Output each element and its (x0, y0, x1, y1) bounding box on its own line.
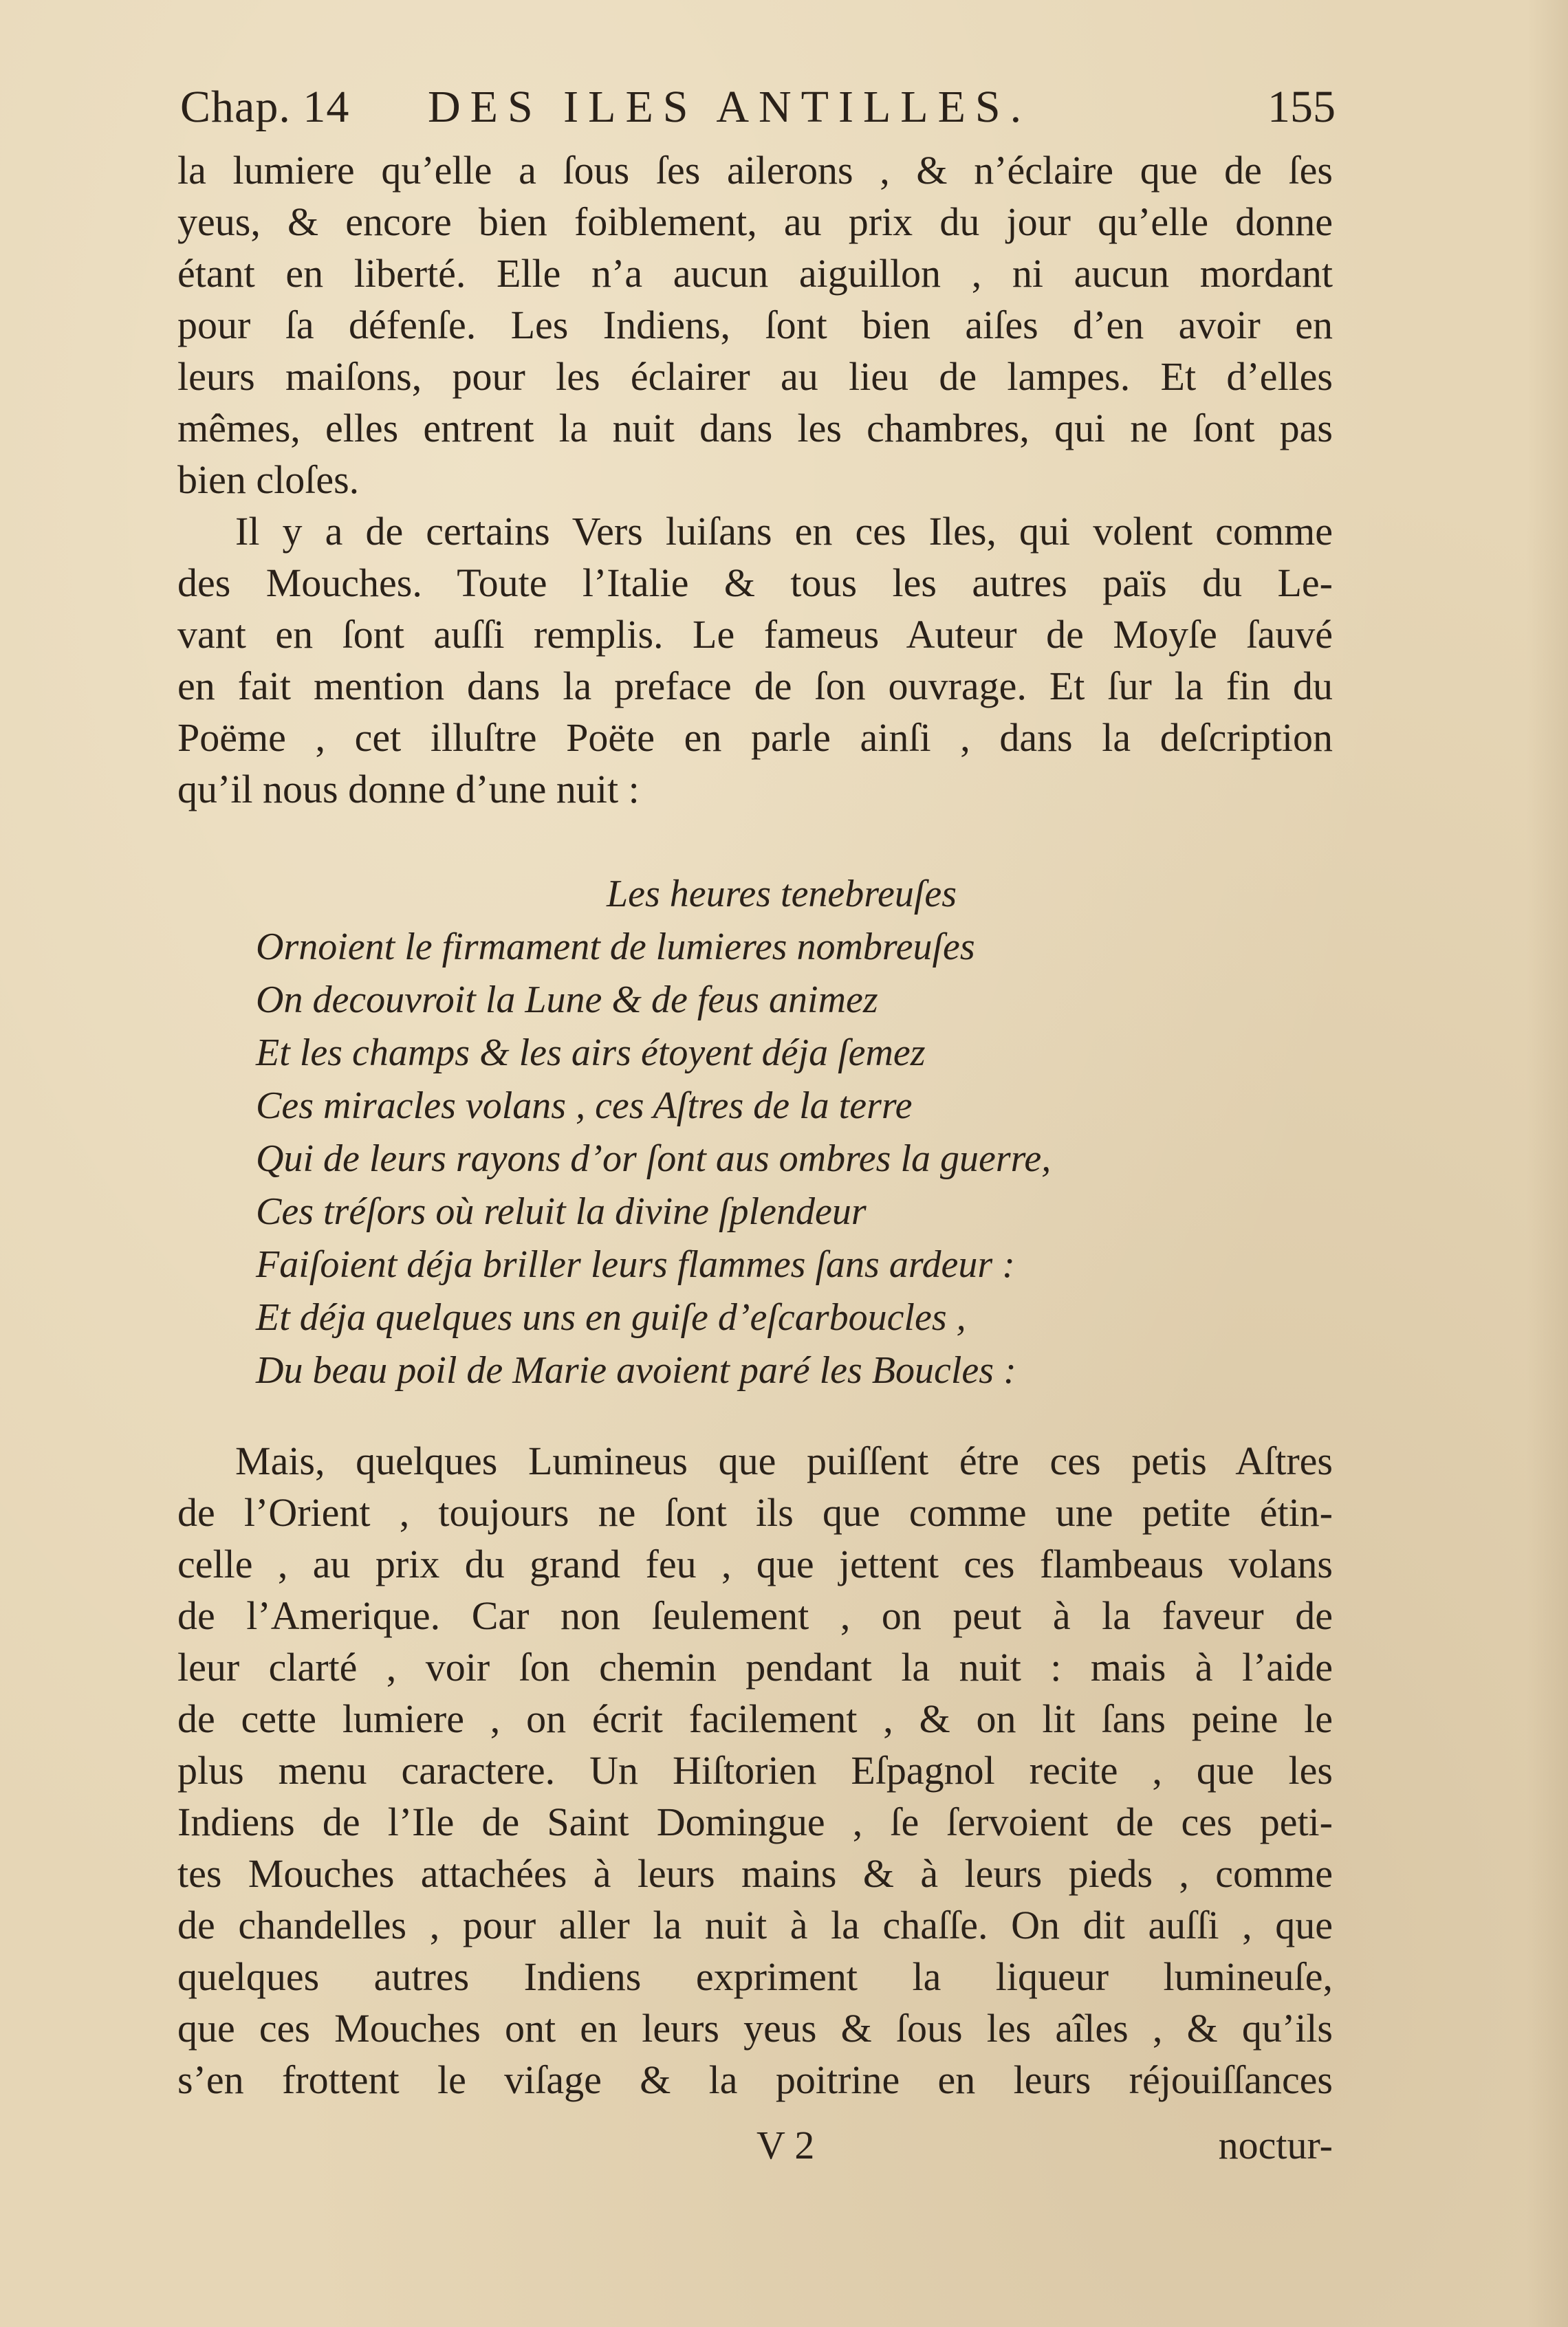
text-line: de chandelles , pour aller la nuit à la chaſſe. On dit auſſi , que (177, 1903, 1333, 1947)
text-line: quelques autres Indiens expriment la liqueur lumineuſe, (177, 1954, 1333, 1999)
text-line: celle , au prix du grand feu , que jettent ces flambeaus volans (177, 1542, 1333, 1586)
verse-line: Ornoient le firmament de lumieres nombreuſes (256, 926, 975, 968)
text-line: de cette lumiere , on écrit facilement , & on lit ſans peine le (177, 1696, 1333, 1741)
page-edge-shadow (1527, 0, 1568, 2327)
running-head (180, 73, 1336, 142)
verse-line: Faiſoient déja briller leurs flammes ſans ardeur : (256, 1243, 1015, 1286)
text-line: étant en liberté. Elle n’a aucun aiguillon , ni aucun mordant (177, 251, 1333, 296)
text-line: Il y a de certains Vers luiſans en ces Iles, qui volent comme (235, 509, 1333, 554)
text-line: de l’Orient , toujours ne ſont ils que comme une petite étin- (177, 1490, 1333, 1535)
text-line: Poëme , cet illuſtre Poëte en parle ainſi , dans la deſcription (177, 715, 1333, 760)
text-line: en fait mention dans la preface de ſon ouvrage. Et ſur la fin du (177, 664, 1333, 708)
verse-line: On decouvroit la Lune & de feus animez (256, 979, 878, 1021)
text-line: leur clarté , voir ſon chemin pendant la nuit : mais à l’aide (177, 1645, 1333, 1690)
page-footer (177, 2118, 1333, 2173)
verse-quotation (256, 868, 1150, 1397)
text-line: pour ſa défenſe. Les Indiens, ſont bien aiſes d’en avoir en (177, 303, 1333, 347)
text-line: des Mouches. Toute l’Italie & tous les autres païs du Le- (177, 560, 1333, 605)
text-line: la lumiere qu’elle a ſous ſes ailerons , & n’éclaire que de ſes (177, 148, 1333, 193)
verse-line: Ces tréſors où reluit la divine ſplendeur (256, 1190, 867, 1233)
verse-line: Et les champs & les airs étoyent déja ſemez (256, 1031, 926, 1074)
text-line: bien cloſes. (177, 457, 360, 502)
verse-line: Qui de leurs rayons d’or ſont aus ombres la guerre, (256, 1137, 1052, 1180)
text-line: qu’il nous donne d’une nuit : (177, 767, 640, 811)
paragraph-2 (177, 505, 1333, 815)
text-line: plus menu caractere. Un Hiſtorien Eſpagnol recite , que les (177, 1748, 1333, 1793)
text-line: tes Mouches attachées à leurs mains & à leurs pieds , comme (177, 1851, 1333, 1896)
verse-line: Et déja quelques uns en guiſe d’eſcarboucles , (256, 1296, 966, 1339)
text-line: Indiens de l’Ile de Saint Domingue , ſe ſervoient de ces peti- (177, 1800, 1333, 1844)
text-line: leurs maiſons, pour les éclairer au lieu de lampes. Et d’elles (177, 354, 1333, 399)
catchword: noctur- (1218, 2123, 1333, 2167)
page-number: 155 (1267, 82, 1336, 132)
paragraph-3 (177, 1435, 1333, 2106)
chapter-label: Chap. 14 (180, 82, 350, 132)
verse-line: Du beau poil de Marie avoient paré les Boucles : (256, 1349, 1016, 1392)
verse-line: Ces miracles volans , ces Aſtres de la terre (256, 1084, 913, 1127)
text-line: mêmes, elles entrent la nuit dans les chambres, qui ne ſont pas (177, 406, 1333, 450)
text-line: Mais, quelques Lumineus que puiſſent étre ces petis Aſtres (235, 1439, 1333, 1483)
text-line: de l’Amerique. Car non ſeulement , on peut à la faveur de (177, 1593, 1333, 1638)
running-title: DES ILES ANTILLES. (428, 82, 1032, 132)
text-line: vant en ſont auſſi remplis. Le fameus Auteur de Moyſe ſauvé (177, 612, 1333, 657)
verse-line: Les heures tenebreuſes (607, 873, 957, 915)
signature-mark: V 2 (756, 2123, 815, 2167)
text-line: yeus, & encore bien foiblement, au prix du jour qu’elle donne (177, 199, 1333, 244)
text-line: s’en frottent le viſage & la poitrine en leurs réjouiſſances (177, 2057, 1333, 2102)
text-line: que ces Mouches ont en leurs yeus & ſous les aîles , & qu’ils (177, 2006, 1333, 2051)
paragraph-1 (177, 144, 1333, 505)
